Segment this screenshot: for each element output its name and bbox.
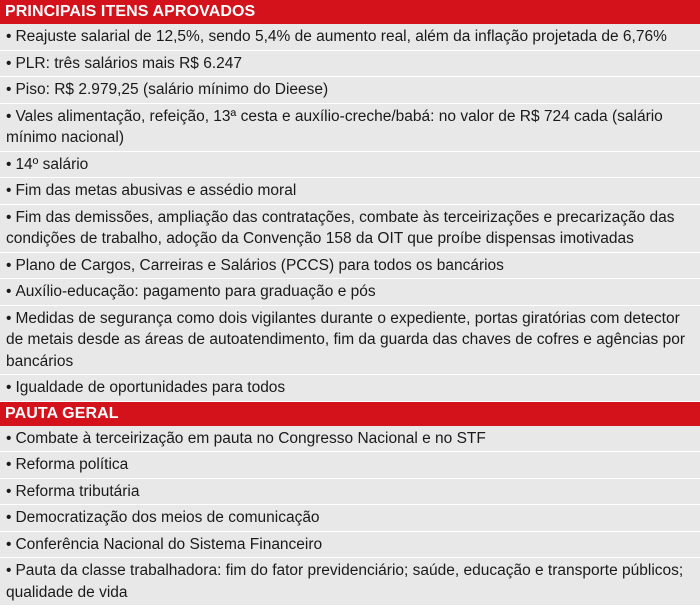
list-item: • Combate à terceirização em pauta no Congresso Nacional e no STF (0, 426, 700, 453)
list-item: • Medidas de segurança como dois vigilantes durante o expediente, portas giratórias com detector de metais desde as áreas de autoatendimento, fim da guarda das chaves de cofres e agências por bancários (0, 306, 700, 376)
list-item: • Plano de Cargos, Carreiras e Salários (PCCS) para todos os bancários (0, 253, 700, 280)
list-item: • Reforma tributária (0, 479, 700, 506)
list-item: • Reajuste salarial de 12,5%, sendo 5,4% de aumento real, além da inflação projetada de 6,76% (0, 24, 700, 51)
list-item: • Fim das metas abusivas e assédio moral (0, 178, 700, 205)
list-item: • PLR: três salários mais R$ 6.247 (0, 51, 700, 78)
section-header-principais: PRINCIPAIS ITENS APROVADOS (0, 0, 700, 24)
list-item: • Auxílio-educação: pagamento para graduação e pós (0, 279, 700, 306)
list-item: • Conferência Nacional do Sistema Financeiro (0, 532, 700, 559)
list-item: • Piso: R$ 2.979,25 (salário mínimo do Dieese) (0, 77, 700, 104)
list-item: • Reforma política (0, 452, 700, 479)
list-item: • Pauta da classe trabalhadora: fim do fator previdenciário; saúde, educação e transporte públicos; qualidade de vida (0, 558, 700, 606)
section-header-pauta-geral: PAUTA GERAL (0, 402, 700, 426)
list-item: • Igualdade de oportunidades para todos (0, 375, 700, 402)
list-item: • Democratização dos meios de comunicação (0, 505, 700, 532)
list-item: • Vales alimentação, refeição, 13ª cesta e auxílio-creche/babá: no valor de R$ 724 cada (salário mínimo nacional) (0, 104, 700, 152)
list-item: • 14º salário (0, 152, 700, 179)
list-item: • Fim das demissões, ampliação das contratações, combate às terceirizações e precarização das condições de trabalho, adoção da Convenção 158 da OIT que proíbe dispensas imotivadas (0, 205, 700, 253)
